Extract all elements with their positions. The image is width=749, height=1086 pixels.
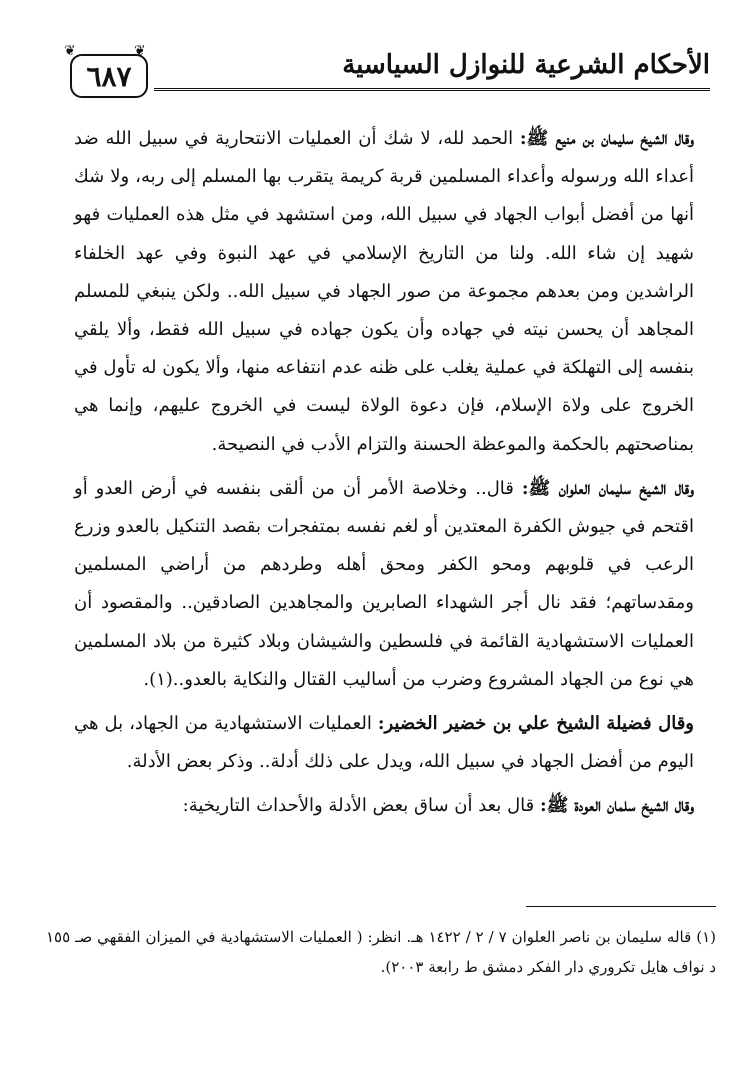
speaker-ibn-mani: وقال الشيخ سليمان بن منيع ﷺ: [519, 128, 695, 149]
paragraph-alawda [74, 787, 694, 825]
paragraph-ibn-mani [74, 120, 694, 464]
footnote: (١) قاله سليمان بن ناصر العلوان ٧ / ٢ / ١٤٢٢ هـ. انظر: ( العمليات الاستشهادية في الميزان الفقهي صـ ١٥٥ د نواف هايل تكروري دار الفكر دمشق ط رابعة ٢٠٠٣). [46, 928, 716, 976]
page-number: ٦٨٧ [86, 59, 132, 93]
frame-ornament-left-icon: ❦ [64, 43, 76, 59]
paragraph-alkhudair [74, 705, 694, 781]
frame-ornament-right-icon: ❦ [134, 43, 146, 59]
header-rule [154, 88, 710, 91]
paragraph-text: قال.. وخلاصة الأمر أن من ألقى بنفسه في أرض العدو أو اقتحم في جيوش الكفرة المعتدين أو لغم نفسه بمتفجرات بقصد التنكيل بالعدو وزرع الرعب في قلوبهم ومحو الكفر ومحق أهله وطردهم من أراضي المسلمين ومقدساتهم؛ فقد نال أجر الشهداء الصابرين والمجاهدين الصادقين.. والمقصود أن العمليات الاستشهادية القائمة في فلسطين والشيشان وبلاد كثيرة من بلاد المسلمين هي نوع من الجهاد المشروع وضرب من أساليب القتال والنكاية بالعدو..(١). [74, 477, 694, 690]
main-text [74, 120, 694, 832]
paragraph-text: الحمد لله، لا شك أن العمليات الانتحارية في سبيل الله ضد أعداء الله ورسوله وأعداء المسلمين قربة كريمة يتقرب بها المسلم إلى ربه، ولا شك أنها من أفضل أبواب الجهاد في سبيل الله، ومن استشهد في مثل هذه العمليات فهو شهيد إن شاء الله. ولنا من التاريخ الإسلامي في عهد النبوة وفي عهد الخلفاء الراشدين ومن بعدهم مجموعة من صور الجهاد في سبيل الله.. ولكن ينبغي للمسلم المجاهد أن يحسن نيته في جهاده وأن يكون جهاده في سبيل الله فقط، وألا يلقي بنفسه إلى التهلكة في عملية يغلب على ظنه عدم انتفاعه منها، وألا يكون له تأول في الخروج على ولاة الإسلام، فإن دعوة الولاة ليست في الخروج عليهم، وإنما هي بمناصحتهم بالحكمة والموعظة الحسنة والتزام الأدب في النصيحة. [74, 128, 694, 455]
footnote-rule [526, 906, 716, 907]
paragraph-alalwan [74, 470, 694, 699]
speaker-alalwan: وقال الشيخ سليمان العلوان ﷺ: [521, 477, 694, 499]
paragraph-text: العمليات الاستشهادية من الجهاد، بل هي اليوم من أفضل الجهاد في سبيل الله، ويدل على ذلك أدلة.. وذكر بعض الأدلة. [74, 713, 694, 773]
page-header [60, 42, 710, 102]
speaker-alawda: وقال الشيخ سلمان العودة ﷺ: [539, 795, 694, 817]
speaker-alkhudair: وقال فضيلة الشيخ علي بن خضير الخضير: [377, 713, 695, 735]
paragraph-text: قال بعد أن ساق بعض الأدلة والأحداث التاريخية: [182, 795, 540, 817]
page-number-frame [70, 54, 148, 98]
running-title: الأحكام الشرعية للنوازل السياسية [342, 50, 710, 80]
